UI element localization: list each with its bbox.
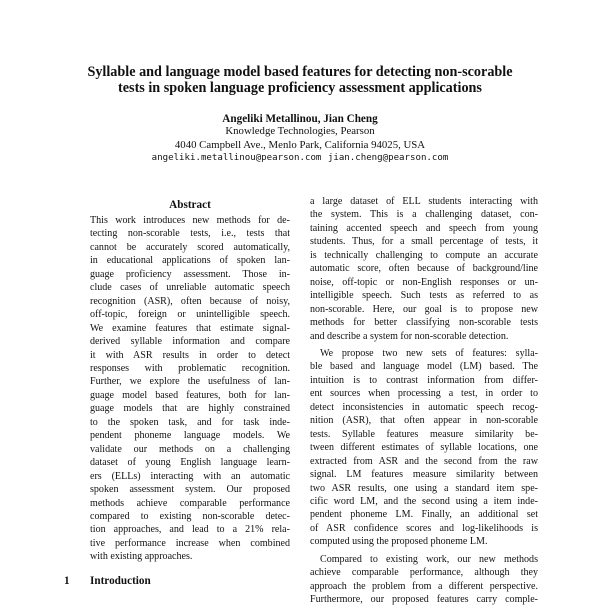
text-line: Further, we explore the usefulness of lan- <box>90 376 290 388</box>
text-line: off-topic, foreign or unintelligible speech. <box>90 309 290 321</box>
text-line: taining accented speech and speech from young <box>310 222 538 234</box>
text-line: Furthermore, our proposed features carry comple- <box>310 594 538 606</box>
text-line: We propose two new sets of features: sylla- <box>320 347 538 359</box>
text-line: ers (ELLs) interacting with an automatic <box>90 470 290 482</box>
text-line: noise, off-topic or non-English responses or un- <box>310 276 538 288</box>
text-line: This work introduces new methods for de- <box>90 215 290 226</box>
text-line: tween different estimates of syllable locations, one <box>310 442 538 454</box>
text-line: a large dataset of ELL students interacting with <box>310 196 538 207</box>
text-line: guage proficiency assessment. Those in- <box>90 268 290 280</box>
text-line: of ASR confidence scores and log-likelihoods is <box>310 522 538 534</box>
text-line: approach the problem from a different perspective. <box>310 580 538 592</box>
text-line: clude cases of unreliable automatic speech <box>90 282 290 294</box>
text-line: the system. This is a challenging dataset, con- <box>310 209 538 221</box>
text-line: extracted from ASR and the second from the raw <box>310 455 538 467</box>
author-names: Angeliki Metallinou, Jian Cheng <box>222 113 378 125</box>
text-line: is technically challenging to compute an accurate <box>310 249 538 261</box>
text-line: with existing approaches. <box>90 551 193 563</box>
text-line: pendent phoneme language models. We <box>90 430 290 442</box>
text-line: non-scorable. Here, our goal is to propose new <box>310 303 538 315</box>
text-line: tive performance increase when combined <box>90 537 290 549</box>
text-line: students. Thus, for a small percentage of tests, it <box>310 236 538 248</box>
text-line: compared to existing non-scorable detec- <box>90 510 290 522</box>
text-line: tion approaches, and lead to a 21% rela- <box>90 524 290 536</box>
text-line: We examine features that estimate signal- <box>90 322 290 334</box>
text-line: signal. LM features measure similarity between <box>310 469 538 481</box>
affiliation-line: 4040 Campbell Ave., Menlo Park, California 94025, USA <box>174 139 426 151</box>
section-title: Introduction <box>90 575 151 587</box>
text-line: validate our methods on a challenging <box>90 443 290 455</box>
text-line: methods for better classifying non-scorable tests <box>310 317 538 329</box>
text-line: to the spoken task, and for task inde- <box>90 416 290 428</box>
text-line: intuition is to contrast information from differ- <box>310 374 538 386</box>
text-line: responses with problematic recognition. <box>90 362 290 374</box>
text-line: intelligible speech. Such tests as referred to as <box>310 290 538 302</box>
author-emails: angeliki.metallinou@pearson.com jian.cheng@pearson.com <box>151 153 449 163</box>
text-line: tecting non-scorable tests, i.e., tests that <box>90 228 290 240</box>
title-line: Syllable and language model based features for detecting non-scorable <box>87 64 513 80</box>
paper-title <box>40 64 560 96</box>
text-line: and describe a system for non-scorable detection. <box>310 330 509 342</box>
text-line: Compared to existing work, our new methods <box>320 553 538 565</box>
text-line: automatic score, often because of background/line <box>310 263 538 275</box>
text-line: methods achieve comparable performance <box>90 497 290 509</box>
title-line: tests in spoken language proficiency assessment applications <box>118 80 482 96</box>
text-line: recognition (ASR), often because of noisy, <box>90 295 290 307</box>
abstract-heading: Abstract <box>169 199 211 211</box>
section-number: 1 <box>64 575 70 587</box>
text-line: cific word LM, and the second using a item inde- <box>310 495 538 507</box>
text-line: guage model based features, both for lan- <box>90 389 290 401</box>
text-line: detect inconsistencies in automatic speech recog- <box>310 401 538 413</box>
text-line: tests. Syllable features measure similarity be- <box>310 428 538 440</box>
text-line: dataset of young English language learn- <box>90 457 290 469</box>
text-line: ent sources when processing a test, in order to <box>310 388 538 400</box>
paragraph <box>310 195 538 343</box>
affiliation-line: Knowledge Technologies, Pearson <box>225 125 375 137</box>
text-line: pendent phoneme LM. Finally, an additional set <box>310 509 538 521</box>
right-column <box>310 195 538 607</box>
text-line: nition (ASR), that often appear in non-scorable <box>310 415 538 427</box>
text-line: in educational applications of spoken lan- <box>90 255 290 267</box>
affiliation <box>40 124 560 152</box>
text-line: ble based and language model (LM) based. The <box>310 361 538 373</box>
text-line: cannot be accurately scored automatically, <box>90 241 290 253</box>
text-line: derived syllable information and compare <box>90 336 290 348</box>
text-line: guage models that are highly constrained <box>90 403 290 415</box>
abstract-body <box>90 214 290 564</box>
text-line: computed using the proposed phoneme LM. <box>310 536 488 548</box>
text-line: it with ASR results in order to detect <box>90 349 290 361</box>
paragraph <box>310 553 538 607</box>
paragraph <box>310 347 538 549</box>
text-line: achieve comparable performance, although they <box>310 567 538 579</box>
text-line: spoken assessment system. Our proposed <box>90 484 290 496</box>
section-heading-introduction <box>64 574 304 588</box>
text-line: two ASR results, one using a standard item spe- <box>310 482 538 494</box>
